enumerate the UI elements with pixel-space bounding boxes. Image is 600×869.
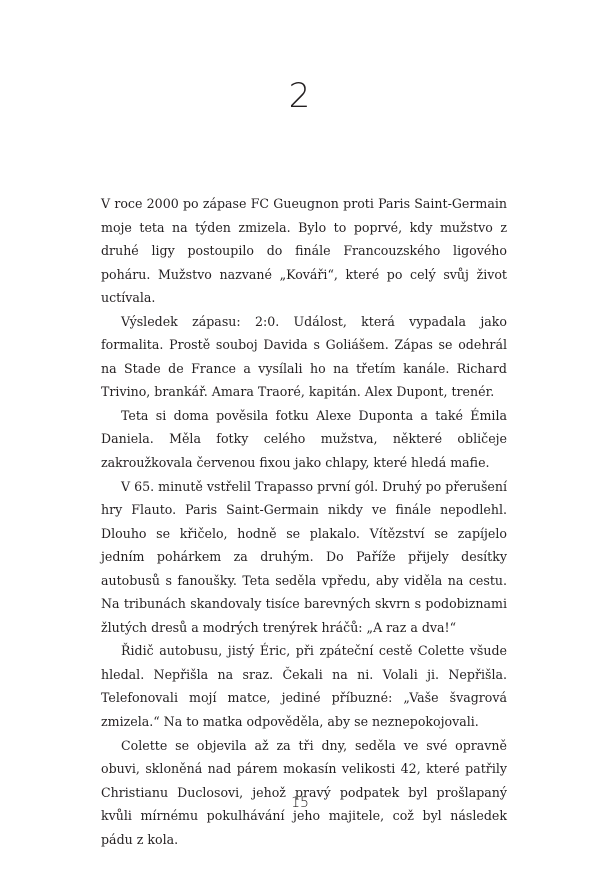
paragraph: Výsledek zápasu: 2:0. Událost, která vypadala jako formalita. Prostě souboj Davida s Goliášem. Zápas se odehrál na Stade de France a vysílali ho na třetím kanále. Richard Trivino, brankář. Amara Traoré, kapitán. Alex Dupont, trenér. — [101, 313, 507, 400]
page-number: 15 — [291, 795, 309, 811]
chapter-number: 2 — [288, 76, 312, 116]
paragraph: V 65. minutě vstřelil Trapasso první gól. Druhý po přerušení hry Flauto. Paris Saint-Germain nikdy ve finále nepodlehl. Dlouho se křičelo, hodně se plakalo. Vítězství se zapíjelo jedním pohárkem za druhým. Do Paříže přijely desítky autobusů s fanoušky. Teta seděla vpředu, aby viděla na cestu. Na tribunách skandovaly tisíce barevných skvrn s podobiznami žlutých dresů a modrých trenýrek hráčů: „A raz a dva!“ — [101, 478, 507, 635]
paragraph: V roce 2000 po zápase FC Gueugnon proti Paris Saint-Germain moje teta na týden zmizela. Bylo to poprvé, kdy mužstvo z druhé ligy postoupilo do finále Francouzského ligového poháru. Mužstvo nazvané „Kováři“, které po celý svůj život uctívala. — [101, 196, 507, 306]
paragraph: Teta si doma pověsila fotku Alexe Duponta a také Émila Daniela. Měla fotky celého mužstva, některé obličeje zakroužkovala červenou fixou jako chlapy, které hledá mafie. — [101, 407, 507, 471]
paragraph: Řidič autobusu, jistý Éric, při zpáteční cestě Colette všude hledal. Nepřišla na sraz. Čekali na ni. Volali ji. Nepřišla. Telefonovali mojí matce, jediné příbuzné: „Vaše švagrová zmizela.“ Na to matka odpověděla, aby se neznepokojovali. — [101, 643, 507, 730]
paragraph: Colette se objevila až za tři dny, seděla ve své opravně obuvi, skloněná nad párem mokasín velikosti 42, které patřily Christianu Duclosovi, jehož pravý podpatek byl prošlapaný kvůli mírnému pokulhávání jeho majitele, což byl následek pádu z kola. — [101, 737, 507, 847]
body-text — [101, 192, 507, 851]
